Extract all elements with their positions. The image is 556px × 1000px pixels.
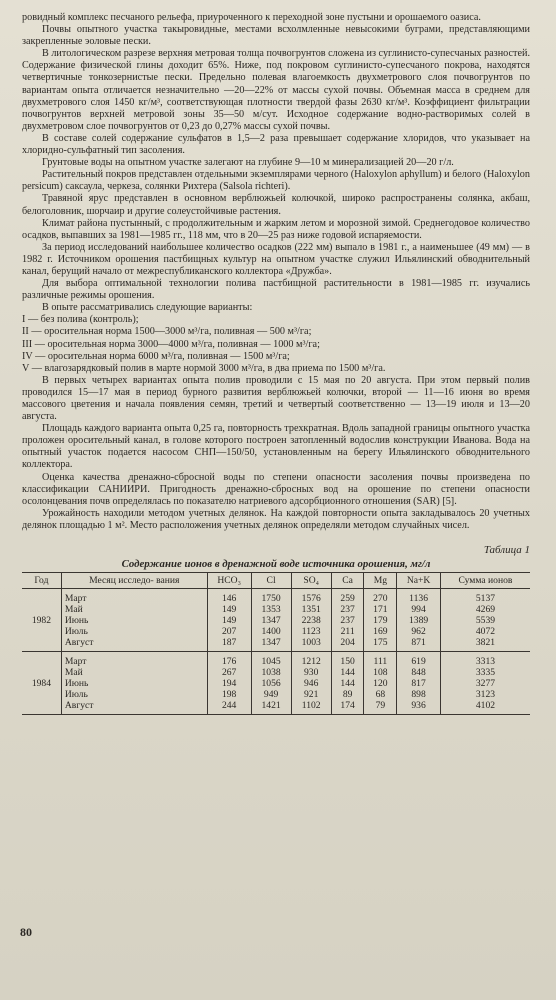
value: 2238	[301, 615, 321, 627]
value: Март	[64, 593, 87, 605]
value: 848	[411, 667, 426, 679]
year-cell: 1982	[22, 589, 61, 652]
value: 198	[221, 689, 237, 701]
value: 4072	[475, 626, 496, 638]
variant-item: III — оросительная норма 3000—4000 м³/га, поливная — 1000 м³/га;	[22, 338, 320, 350]
value: 921	[303, 689, 319, 701]
variant-item: V — влагозарядковый полив в марте нормой 3000 м³/га, в два приема по 1500 м³/га.	[22, 362, 386, 374]
variants-list	[22, 314, 530, 374]
value: 1003	[301, 637, 321, 649]
value: 1576	[301, 593, 321, 605]
page-number: 80	[20, 925, 32, 939]
value: 3335	[475, 667, 496, 679]
value: 169	[373, 626, 388, 638]
table-label: Таблица 1	[483, 544, 530, 557]
value: 150	[340, 656, 355, 668]
cell-cl	[251, 589, 291, 652]
cell-ca	[331, 589, 364, 652]
value: 3821	[475, 637, 496, 649]
value: 68	[375, 689, 386, 701]
table-row	[22, 652, 530, 715]
value: 1347	[261, 615, 281, 627]
value: 1421	[261, 700, 281, 712]
year-cell: 1984	[22, 652, 61, 715]
value: 179	[373, 615, 388, 627]
value: 4102	[475, 700, 496, 712]
value: 111	[373, 656, 388, 668]
paragraph: Грунтовые воды на опытном участке залегают на глубине 9—10 м минерализацией 20—20 г/л.	[42, 157, 454, 169]
value: 1136	[409, 593, 428, 605]
column-header: Cl	[251, 573, 291, 589]
column-header: Месяц исследо- вания	[61, 573, 207, 589]
paragraph: В составе солей содержание сульфатов в 1,5—2 раза превышает содержание хлоридов, что указывает на хлоридно-сульфатный тип засоления.	[22, 132, 530, 157]
value: 149	[221, 615, 237, 627]
cell-hco3	[207, 589, 251, 652]
value: 3277	[475, 678, 496, 690]
column-header: Ca	[331, 573, 364, 589]
column-header: SO₄	[291, 573, 331, 589]
value: 949	[263, 689, 279, 701]
body-text-top	[22, 12, 530, 314]
table-title: Содержание ионов в дренажной воде источника орошения, мг/л	[121, 558, 431, 571]
value: 817	[411, 678, 426, 690]
value: 1102	[301, 700, 321, 712]
cell-hco3	[207, 652, 251, 715]
cell-months	[61, 589, 207, 652]
variant-item: II — оросительная норма 1500—3000 м³/га, поливная — 500 м³/га;	[22, 326, 312, 338]
value: 89	[342, 689, 353, 701]
paragraph: ровидный комплекс песчаного рельефа, приуроченного к переходной зоне пустыни и орошаемого оазиса.	[22, 12, 481, 23]
table-header-row	[22, 573, 530, 589]
value: 267	[221, 667, 237, 679]
value: 270	[373, 593, 388, 605]
value: 936	[411, 700, 426, 712]
value: 3313	[475, 656, 496, 668]
cell-nak	[397, 652, 441, 715]
value: 144	[340, 667, 355, 679]
cell-mg	[364, 589, 397, 652]
value: 187	[221, 637, 237, 649]
cell-ca	[331, 652, 364, 715]
value: 237	[340, 615, 355, 627]
value: 175	[373, 637, 388, 649]
cell-sum	[440, 589, 530, 652]
value: Март	[64, 656, 87, 668]
value: 898	[411, 689, 426, 701]
value: 871	[411, 637, 426, 649]
cell-so4	[291, 589, 331, 652]
table-row	[22, 589, 530, 652]
column-header: Сумма ионов	[440, 573, 530, 589]
value: Август	[64, 700, 94, 712]
table-body	[22, 589, 530, 715]
value: 207	[221, 626, 237, 638]
column-header: HCO₃	[207, 573, 251, 589]
value: 144	[340, 678, 355, 690]
value: 1056	[261, 678, 281, 690]
paragraph: В первых четырех вариантах опыта полив проводили с 15 мая по 20 августа. При этом первый полив проводился 15—17 мая в период бурного развития верблюжьей колючки, второй — 11—16 июня во время массового цветения и начала появления семян, третий и четвертый соответственно — 13—19 июля и 13—20 августа.	[22, 374, 530, 423]
body-text-bottom	[22, 375, 530, 532]
value: Май	[64, 604, 83, 616]
value: 946	[303, 678, 319, 690]
cell-sum	[440, 652, 530, 715]
value: 5137	[475, 593, 496, 605]
value: 1347	[261, 637, 281, 649]
value: Июль	[64, 626, 88, 638]
value: 176	[221, 656, 237, 668]
paragraph: Растительный покров представлен отдельными экземплярами черного (Haloxylon aphyllum) и белого (Haloxylon persicum) саксаула, черкеза, солянки Рихтера (Salsola richteri).	[22, 169, 530, 193]
value: 146	[221, 593, 237, 605]
value: 244	[221, 700, 237, 712]
value: 619	[411, 656, 426, 668]
value: 994	[411, 604, 426, 616]
value: Май	[64, 667, 83, 679]
value: 1038	[261, 667, 281, 679]
column-header: Год	[22, 573, 61, 589]
value: 108	[373, 667, 388, 679]
value: 204	[340, 637, 355, 649]
cell-months	[61, 652, 207, 715]
paragraph: За период исследований наибольшее количество осадков (222 мм) выпало в 1981 г., а наименьшее (49 мм) — в 1982 г. Источником орошения пастбищных культур на опытном участке служил Ильялинский обводнительный канал, берущий начало от межреспубликанского коллектора «Дружба».	[22, 241, 530, 277]
value: 962	[411, 626, 426, 638]
value: 194	[221, 678, 237, 690]
value: 211	[340, 626, 355, 638]
value: 171	[373, 604, 388, 616]
paragraph: В опыте рассматривались следующие варианты:	[42, 302, 253, 314]
value: 1353	[261, 604, 281, 616]
value: 1123	[301, 626, 321, 638]
paragraph: Оценка качества дренажно-сбросной воды по степени опасности засоления почвы произведена по классификации САНИИРИ. Пригодность дренажно-сбросных вод на орошение по степени опасности осолонцевания почв определялась по показателю натриевого адсорбционного отношения (SAR) [5].	[22, 471, 530, 507]
cell-nak	[397, 589, 441, 652]
value: 149	[221, 604, 237, 616]
paragraph: В литологическом разрезе верхняя метровая толща почвогрунтов сложена из суглинисто-супесчаных разностей. Содержание физической глины доходит 65%. Ниже, под покровом суглинисто-супесчаного покрова, находятся четвертичные тонкозернистые пески. Предельно полевая влагоемкость двухметрового слоя почвогрунтов по вариантам опыта отличается незначительно —20—22% от массы сухой почвы. Объемная масса в среднем для двухметрового слоя 1450 кг/м³, соответствующая плотности твердой фазы 2630 кг/м³. Коэффициент фильтрации почвогрунтов верхней метровой зоны 35—50 м/сут. Исходное содержание водно-растворимых солей в двухметровом слое почвогрунтов от 0,23 до 0,27% массы сухой почвы.	[22, 48, 531, 132]
variant-item: I — без полива (контроль);	[22, 314, 139, 326]
value: 237	[340, 604, 355, 616]
cell-mg	[364, 652, 397, 715]
cell-so4	[291, 652, 331, 715]
value: Июнь	[64, 615, 89, 627]
value: 1400	[261, 626, 281, 638]
column-header: Mg	[364, 573, 397, 589]
value: Июнь	[64, 678, 89, 690]
value: Август	[64, 637, 94, 649]
paragraph: Площадь каждого варианта опыта 0,25 га, повторность трехкратная. Вдоль западной границы опытного участка проложен оросительный канал, в голове которого построен затопленный водослив конструкции Иванова. Вода на опытный участок подается насосом СНП—150/50, установленным на берегу Ильялинского обводнительного коллектора.	[22, 423, 530, 471]
value: Июль	[64, 689, 88, 701]
value: 5539	[475, 615, 496, 627]
value: 1351	[301, 604, 321, 616]
value: 120	[373, 678, 388, 690]
value: 174	[340, 700, 355, 712]
value: 1045	[261, 656, 281, 668]
paragraph: Почвы опытного участка такыровидные, местами всхолмленные невысокими буграми, представляющими закрепленные эоловые пески.	[22, 24, 530, 48]
value: 3123	[475, 689, 496, 701]
value: 930	[303, 667, 319, 679]
variant-item: IV — оросительная норма 6000 м³/га, поливная — 1500 м³/га;	[22, 350, 290, 362]
column-header: Na+K	[397, 573, 441, 589]
ions-table	[22, 572, 530, 715]
paragraph: Для выбора оптимальной технологии полива пастбищной растительности в 1981—1985 гг. изучались различные режимы орошения.	[22, 278, 530, 302]
value: 259	[340, 593, 355, 605]
value: 1750	[261, 593, 281, 605]
paragraph: Климат района пустынный, с продолжительным и жарким летом и морозной зимой. Среднегодовое количество осадков, выпавших за 1981—1985 гг., 118 мм, что в 20—25 раз ниже годовой испаряемости.	[22, 217, 530, 241]
value: 4269	[475, 604, 496, 616]
value: 1389	[408, 615, 429, 627]
cell-cl	[251, 652, 291, 715]
paragraph: Травяной ярус представлен в основном верблюжьей колючкой, широко распространены солянка, акбаш, белоголовник, шорчаир и другие солеустойчивые растения.	[22, 193, 530, 217]
paragraph: Урожайность находили методом учетных делянок. На каждой повторности опыта закладывалось 20 учетных делянок площадью 1 м². Место расположения учетных делянок определяли методом случайных чисел.	[22, 507, 530, 531]
value: 1212	[301, 656, 321, 668]
value: 79	[375, 700, 386, 712]
